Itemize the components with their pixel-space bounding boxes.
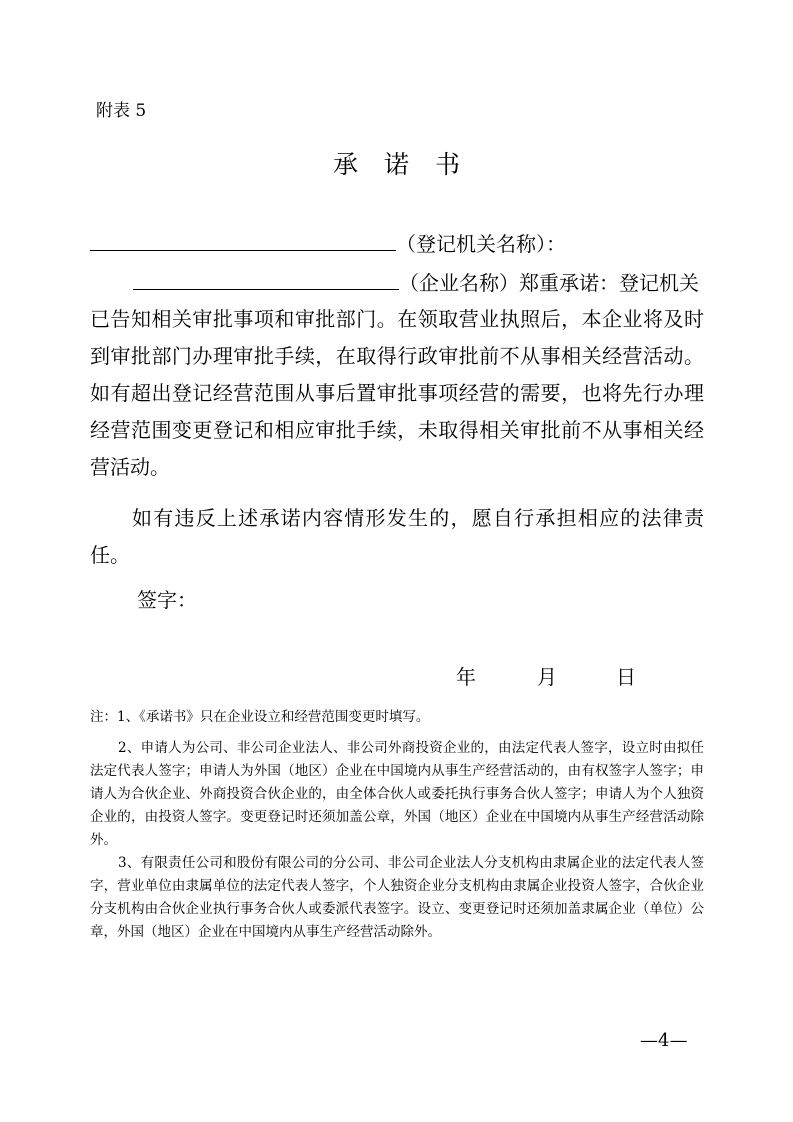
document-title: 承诺书 xyxy=(332,150,486,179)
date-day: 日 xyxy=(616,665,636,689)
date-year: 年 xyxy=(456,665,476,689)
attachment-label: 附表 5 xyxy=(96,101,147,121)
signature-area[interactable] xyxy=(200,585,500,615)
company-name-blank[interactable] xyxy=(133,269,399,290)
signature-label: 签字： xyxy=(137,588,197,612)
liability-paragraph: 如有违反上述承诺内容情形发生的，愿自行承担相应的法律责任。 xyxy=(90,506,704,567)
commitment-paragraph: 已告知相关审批事项和审批部门。在领取营业执照后，本企业将及时到审批部门办理审批手续，在取得行政审批前不从事相关经营活动。如有超出登记经营范围从事后置审批事项经营的需要，也将先行办理经营范围变更登记和相应审批手续，未取得相关审批前不从事相关经营活动。 xyxy=(90,307,704,479)
note-2: 2、申请人为公司、非公司企业法人、非公司外商投资企业的，由法定代表人签字，设立时由拟任法定代表人签字；申请人为外国（地区）企业在中国境内从事生产经营活动的，由有权签字人签字；申请人为合伙企业、外商投资合伙企业的，由全体合伙人或委托执行事务合伙人签字；申请人为个人独资企业的，由投资人签字。变更登记时还须加盖公章，外国（地区）企业在中国境内从事生产经营活动除外。 xyxy=(90,740,704,848)
addressee-suffix: （登记机关名称）： xyxy=(396,232,566,256)
date-month: 月 xyxy=(537,665,557,689)
page-number: —4— xyxy=(640,1030,688,1051)
company-line xyxy=(90,269,704,295)
note-3: 3、有限责任公司和股份有限公司的分公司、非公司企业法人分支机构由隶属企业的法定代表人签字，营业单位由隶属单位的法定代表人签字，个人独资企业分支机构由隶属企业投资人签字，合伙企业分支机构由合伙企业执行事务合伙人或委派代表签字。设立、变更登记时还须加盖隶属企业（单位）公章，外国（地区）企业在中国境内从事生产经营活动除外。 xyxy=(90,855,704,940)
registration-authority-blank[interactable] xyxy=(90,230,396,251)
addressee-line xyxy=(90,230,704,256)
company-suffix: （企业名称）郑重承诺：登记机关 xyxy=(399,271,699,295)
note-1: 注：1、《承诺书》只在企业设立和经营范围变更时填写。 xyxy=(90,709,430,725)
